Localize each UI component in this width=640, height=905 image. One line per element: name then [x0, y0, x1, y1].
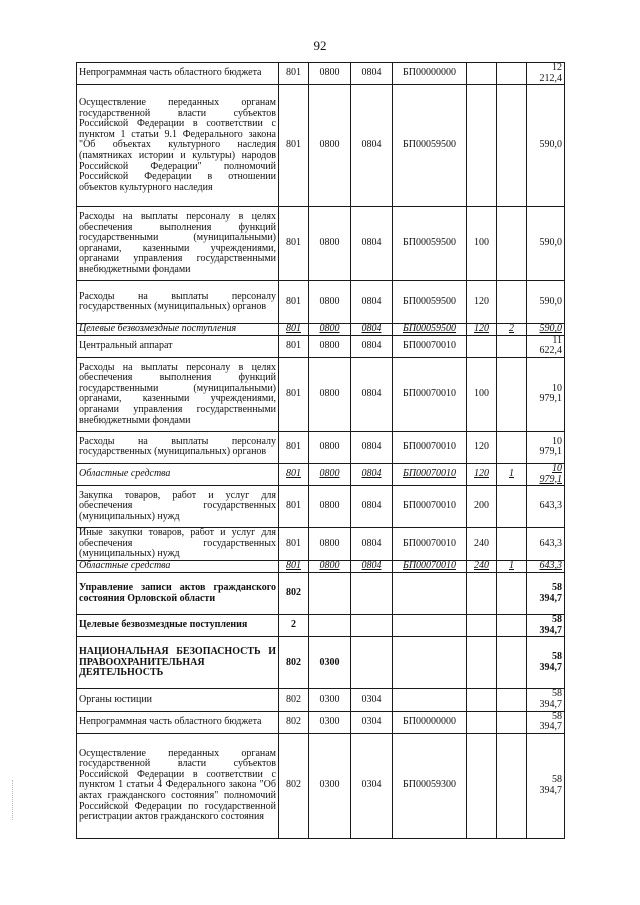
funding-source-cell — [497, 573, 527, 615]
subsection-code-cell: 0304 — [351, 689, 393, 711]
ved-code-cell: 801 — [279, 335, 309, 357]
expense-type-cell — [467, 85, 497, 207]
row-name-cell: Закупка товаров, работ и услуг для обеспечения государственных (муниципальных) нужд — [77, 486, 279, 528]
amount-cell: 58 394,7 — [527, 711, 565, 733]
section-code-cell: 0800 — [309, 431, 351, 463]
ved-code-cell: 801 — [279, 357, 309, 431]
amount-cell: 11 622,4 — [527, 335, 565, 357]
row-name-cell: НАЦИОНАЛЬНАЯ БЕЗОПАСНОСТЬ И ПРАВООХРАНИТЕЛЬНАЯ ДЕЯТЕЛЬНОСТЬ — [77, 637, 279, 689]
section-code-cell: 0300 — [309, 711, 351, 733]
expense-type-cell: 100 — [467, 207, 497, 281]
funding-source-cell — [497, 486, 527, 528]
subsection-code-cell — [351, 637, 393, 689]
row-name-cell: Непрограммная часть областного бюджета — [77, 711, 279, 733]
ved-code-cell: 801 — [279, 324, 309, 336]
target-article-cell: БП00070010 — [393, 463, 467, 485]
amount-cell: 10 979,1 — [527, 431, 565, 463]
expense-type-cell: 120 — [467, 431, 497, 463]
table-row — [77, 528, 565, 561]
subsection-code-cell: 0804 — [351, 85, 393, 207]
ved-code-cell: 801 — [279, 528, 309, 561]
section-code-cell: 0300 — [309, 733, 351, 838]
row-name-cell: Целевые безвозмездные поступления — [77, 324, 279, 336]
amount-cell: 590,0 — [527, 281, 565, 324]
target-article-cell — [393, 573, 467, 615]
ved-code-cell: 802 — [279, 573, 309, 615]
expense-type-cell — [467, 335, 497, 357]
funding-source-cell — [497, 357, 527, 431]
target-article-cell: БП00059300 — [393, 733, 467, 838]
table-row — [77, 615, 565, 637]
scan-margin-mark — [12, 780, 17, 820]
section-code-cell: 0300 — [309, 637, 351, 689]
table-row — [77, 63, 565, 85]
subsection-code-cell: 0304 — [351, 733, 393, 838]
target-article-cell: БП00000000 — [393, 63, 467, 85]
row-name-cell: Осуществление переданных органам государственной власти субъектов Российской Федерации в соответствии с пунктом 1 статьи 4 Федерального закона "Об актах гражданского состояния" полномочий Российской Федерации по государственной регистрации актов гражданского состояния — [77, 733, 279, 838]
funding-source-cell — [497, 335, 527, 357]
subsection-code-cell: 0804 — [351, 63, 393, 85]
row-name-cell: Расходы на выплаты персоналу государственных (муниципальных) органов — [77, 281, 279, 324]
section-code-cell: 0800 — [309, 486, 351, 528]
table-row — [77, 711, 565, 733]
amount-cell: 58 394,7 — [527, 637, 565, 689]
section-code-cell: 0800 — [309, 63, 351, 85]
funding-source-cell: 2 — [497, 324, 527, 336]
ved-code-cell: 801 — [279, 561, 309, 573]
target-article-cell: БП00059500 — [393, 281, 467, 324]
funding-source-cell — [497, 615, 527, 637]
expense-type-cell — [467, 615, 497, 637]
row-name-cell: Целевые безвозмездные поступления — [77, 615, 279, 637]
table-row — [77, 324, 565, 336]
budget-table — [76, 62, 565, 839]
section-code-cell: 0800 — [309, 85, 351, 207]
funding-source-cell — [497, 689, 527, 711]
expense-type-cell — [467, 733, 497, 838]
amount-cell: 58 394,7 — [527, 573, 565, 615]
table-row — [77, 207, 565, 281]
funding-source-cell — [497, 528, 527, 561]
section-code-cell: 0800 — [309, 281, 351, 324]
subsection-code-cell: 0804 — [351, 335, 393, 357]
funding-source-cell — [497, 63, 527, 85]
table-row — [77, 689, 565, 711]
subsection-code-cell: 0804 — [351, 281, 393, 324]
subsection-code-cell: 0804 — [351, 561, 393, 573]
target-article-cell — [393, 637, 467, 689]
expense-type-cell: 120 — [467, 281, 497, 324]
target-article-cell: БП00070010 — [393, 486, 467, 528]
row-name-cell: Областные средства — [77, 463, 279, 485]
amount-cell: 58 394,7 — [527, 689, 565, 711]
section-code-cell — [309, 573, 351, 615]
section-code-cell: 0800 — [309, 357, 351, 431]
funding-source-cell: 1 — [497, 463, 527, 485]
ved-code-cell: 801 — [279, 463, 309, 485]
section-code-cell: 0300 — [309, 689, 351, 711]
amount-cell: 643,3 — [527, 528, 565, 561]
ved-code-cell: 802 — [279, 711, 309, 733]
amount-cell: 58 394,7 — [527, 615, 565, 637]
funding-source-cell — [497, 85, 527, 207]
row-name-cell: Центральный аппарат — [77, 335, 279, 357]
expense-type-cell: 240 — [467, 528, 497, 561]
funding-source-cell — [497, 207, 527, 281]
target-article-cell — [393, 689, 467, 711]
funding-source-cell — [497, 711, 527, 733]
subsection-code-cell: 0804 — [351, 357, 393, 431]
expense-type-cell: 120 — [467, 463, 497, 485]
expense-type-cell — [467, 63, 497, 85]
target-article-cell: БП00070010 — [393, 335, 467, 357]
amount-cell: 590,0 — [527, 324, 565, 336]
subsection-code-cell: 0804 — [351, 207, 393, 281]
expense-type-cell — [467, 711, 497, 733]
section-code-cell: 0800 — [309, 324, 351, 336]
funding-source-cell: 1 — [497, 561, 527, 573]
subsection-code-cell: 0804 — [351, 486, 393, 528]
target-article-cell: БП00059500 — [393, 207, 467, 281]
target-article-cell: БП00059500 — [393, 324, 467, 336]
row-name-cell: Управление записи актов гражданского состояния Орловской области — [77, 573, 279, 615]
table-row — [77, 281, 565, 324]
table-row — [77, 561, 565, 573]
amount-cell: 643,3 — [527, 561, 565, 573]
target-article-cell — [393, 615, 467, 637]
ved-code-cell: 802 — [279, 637, 309, 689]
ved-code-cell: 802 — [279, 733, 309, 838]
ved-code-cell: 801 — [279, 207, 309, 281]
funding-source-cell — [497, 733, 527, 838]
ved-code-cell: 801 — [279, 85, 309, 207]
table-row — [77, 431, 565, 463]
row-name-cell: Расходы на выплаты персоналу в целях обеспечения выполнения функций государственными (муниципальными) органами, казенными учреждениями, органами управления государственными внебюджетными фондами — [77, 357, 279, 431]
subsection-code-cell: 0804 — [351, 528, 393, 561]
funding-source-cell — [497, 281, 527, 324]
ved-code-cell: 801 — [279, 431, 309, 463]
table-row — [77, 637, 565, 689]
expense-type-cell — [467, 689, 497, 711]
amount-cell: 58 394,7 — [527, 733, 565, 838]
row-name-cell: Непрограммная часть областного бюджета — [77, 63, 279, 85]
target-article-cell: БП00070010 — [393, 357, 467, 431]
expense-type-cell — [467, 573, 497, 615]
funding-source-cell — [497, 637, 527, 689]
target-article-cell: БП00070010 — [393, 561, 467, 573]
target-article-cell: БП00070010 — [393, 528, 467, 561]
section-code-cell: 0800 — [309, 207, 351, 281]
table-row — [77, 463, 565, 485]
funding-source-cell — [497, 431, 527, 463]
amount-cell: 10 979,1 — [527, 357, 565, 431]
section-code-cell: 0800 — [309, 463, 351, 485]
section-code-cell: 0800 — [309, 561, 351, 573]
subsection-code-cell — [351, 615, 393, 637]
row-name-cell: Осуществление переданных органам государственной власти субъектов Российской Федерации в соответствии с пунктом 1 статьи 9.1 Федерального закона "Об объектах культурного наследия (памятниках истории и культуры) народов Российской Федерации" полномочий Российской Федерации в отношении объектов культурного наследия — [77, 85, 279, 207]
row-name-cell: Иные закупки товаров, работ и услуг для обеспечения государственных (муниципальных) нужд — [77, 528, 279, 561]
subsection-code-cell: 0804 — [351, 463, 393, 485]
ved-code-cell: 2 — [279, 615, 309, 637]
amount-cell: 10 979,1 — [527, 463, 565, 485]
target-article-cell: БП00000000 — [393, 711, 467, 733]
table-body — [77, 63, 565, 839]
expense-type-cell: 240 — [467, 561, 497, 573]
row-name-cell: Областные средства — [77, 561, 279, 573]
table-row — [77, 733, 565, 838]
row-name-cell: Расходы на выплаты персоналу государственных (муниципальных) органов — [77, 431, 279, 463]
ved-code-cell: 801 — [279, 486, 309, 528]
table-row — [77, 85, 565, 207]
target-article-cell: БП00059500 — [393, 85, 467, 207]
subsection-code-cell — [351, 573, 393, 615]
subsection-code-cell: 0804 — [351, 431, 393, 463]
table-row — [77, 486, 565, 528]
page-number: 92 — [313, 38, 327, 53]
section-code-cell: 0800 — [309, 528, 351, 561]
amount-cell: 590,0 — [527, 85, 565, 207]
table-row — [77, 335, 565, 357]
table-row — [77, 357, 565, 431]
table-row — [77, 573, 565, 615]
amount-cell: 12 212,4 — [527, 63, 565, 85]
target-article-cell: БП00070010 — [393, 431, 467, 463]
expense-type-cell: 100 — [467, 357, 497, 431]
amount-cell: 590,0 — [527, 207, 565, 281]
expense-type-cell — [467, 637, 497, 689]
subsection-code-cell: 0304 — [351, 711, 393, 733]
expense-type-cell: 120 — [467, 324, 497, 336]
subsection-code-cell: 0804 — [351, 324, 393, 336]
row-name-cell: Расходы на выплаты персоналу в целях обеспечения выполнения функций государственными (муниципальными) органами, казенными учреждениями, органами управления государственными внебюджетными фондами — [77, 207, 279, 281]
section-code-cell — [309, 615, 351, 637]
ved-code-cell: 801 — [279, 281, 309, 324]
ved-code-cell: 801 — [279, 63, 309, 85]
section-code-cell: 0800 — [309, 335, 351, 357]
row-name-cell: Органы юстиции — [77, 689, 279, 711]
expense-type-cell: 200 — [467, 486, 497, 528]
amount-cell: 643,3 — [527, 486, 565, 528]
ved-code-cell: 802 — [279, 689, 309, 711]
